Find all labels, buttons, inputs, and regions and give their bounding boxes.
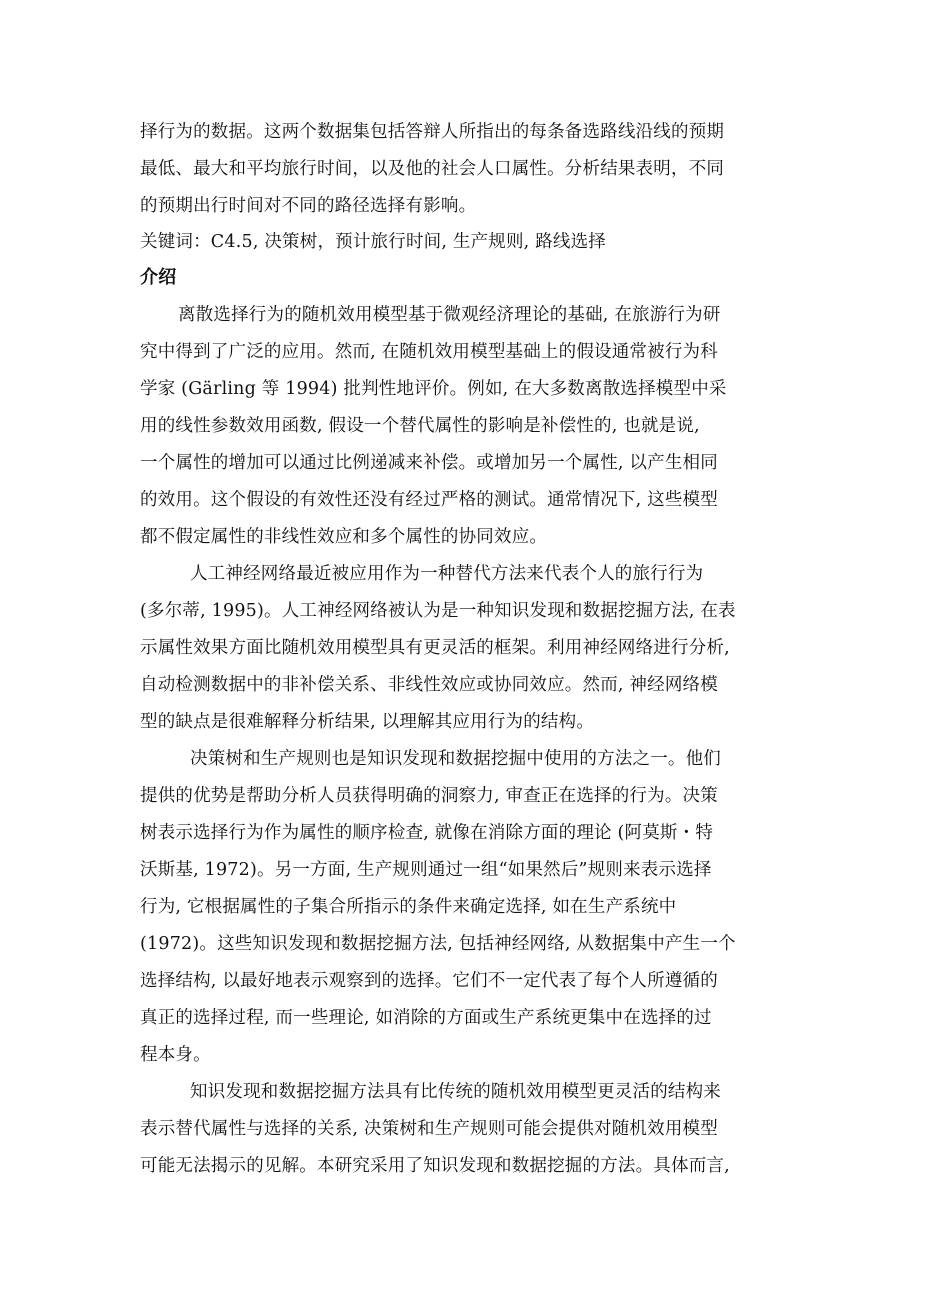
body-line: 真正的选择过程, 而一些理论, 如消除的方面或生产系统更集中在选择的过	[140, 1008, 712, 1028]
body-line: 都不假定属性的非线性效应和多个属性的协同效应。	[140, 527, 548, 547]
body-line: 选择结构, 以最好地表示观察到的选择。它们不一定代表了每个人所遵循的	[140, 971, 718, 991]
body-line: 可能无法揭示的见解。本研究采用了知识发现和数据挖掘的方法。具体而言,	[140, 1156, 730, 1176]
body-line: (1972)。这些知识发现和数据挖掘方法, 包括神经网络, 从数据集中产生一个	[140, 934, 736, 954]
body-line: 自动检测数据中的非补偿关系、非线性效应或协同效应。然而, 神经网络模	[140, 675, 718, 695]
body-line: 学家 (Gärling 等 1994) 批判性地评价。例如, 在大多数离散选择模型中采	[140, 379, 727, 399]
body-line: 沃斯基, 1972)。另一方面, 生产规则通过一组“如果然后”规则来表示选择	[140, 860, 712, 880]
body-line: 行为, 它根据属性的子集合所指示的条件来确定选择, 如在生产系统中	[140, 897, 677, 917]
body-line: 示属性效果方面比随机效用模型具有更灵活的框架。利用神经网络进行分析,	[140, 638, 730, 658]
body-line: 的效用。这个假设的有效性还没有经过严格的测试。通常情况下, 这些模型	[140, 490, 718, 510]
body-line: 择行为的数据。这两个数据集包括答辩人所指出的每条备选路线沿线的预期	[140, 122, 725, 142]
body-line: 用的线性参数效用函数, 假设一个替代属性的影响是补偿性的, 也就是说,	[140, 416, 700, 436]
body-line: 知识发现和数据挖掘方法具有比传统的随机效用模型更灵活的结构来	[190, 1082, 721, 1102]
keywords-line: 关键词：C4.5, 决策树，预计旅行时间, 生产规则, 路线选择	[140, 232, 606, 252]
body-line: 一个属性的增加可以通过比例递减来补偿。或增加另一个属性, 以产生相同	[140, 453, 718, 473]
body-line: 究中得到了广泛的应用。然而, 在随机效用模型基础上的假设通常被行为科	[140, 342, 718, 362]
body-line: 决策树和生产规则也是知识发现和数据挖掘中使用的方法之一。他们	[190, 749, 721, 769]
body-line: 离散选择行为的随机效用模型基于微观经济理论的基础, 在旅游行为研	[178, 305, 721, 325]
body-line: 最低、最大和平均旅行时间，以及他的社会人口属性。分析结果表明，不同	[140, 159, 725, 179]
section-heading: 介绍	[140, 267, 177, 288]
body-line: 人工神经网络最近被应用作为一种替代方法来代表个人的旅行行为	[190, 564, 704, 584]
body-line: 型的缺点是很难解释分析结果, 以理解其应用行为的结构。	[140, 712, 595, 732]
body-line: 树表示选择行为作为属性的顺序检查, 就像在消除方面的理论 (阿莫斯・特	[140, 823, 714, 843]
body-line: (多尔蒂, 1995)。人工神经网络被认为是一种知识发现和数据挖掘方法, 在表	[140, 601, 736, 621]
body-line: 程本身。	[140, 1045, 211, 1065]
body-line: 表示替代属性与选择的关系, 决策树和生产规则可能会提供对随机效用模型	[140, 1119, 718, 1139]
body-line: 的预期出行时间对不同的路径选择有影响。	[140, 196, 477, 216]
body-line: 提供的优势是帮助分析人员获得明确的洞察力, 审查正在选择的行为。决策	[140, 786, 718, 806]
